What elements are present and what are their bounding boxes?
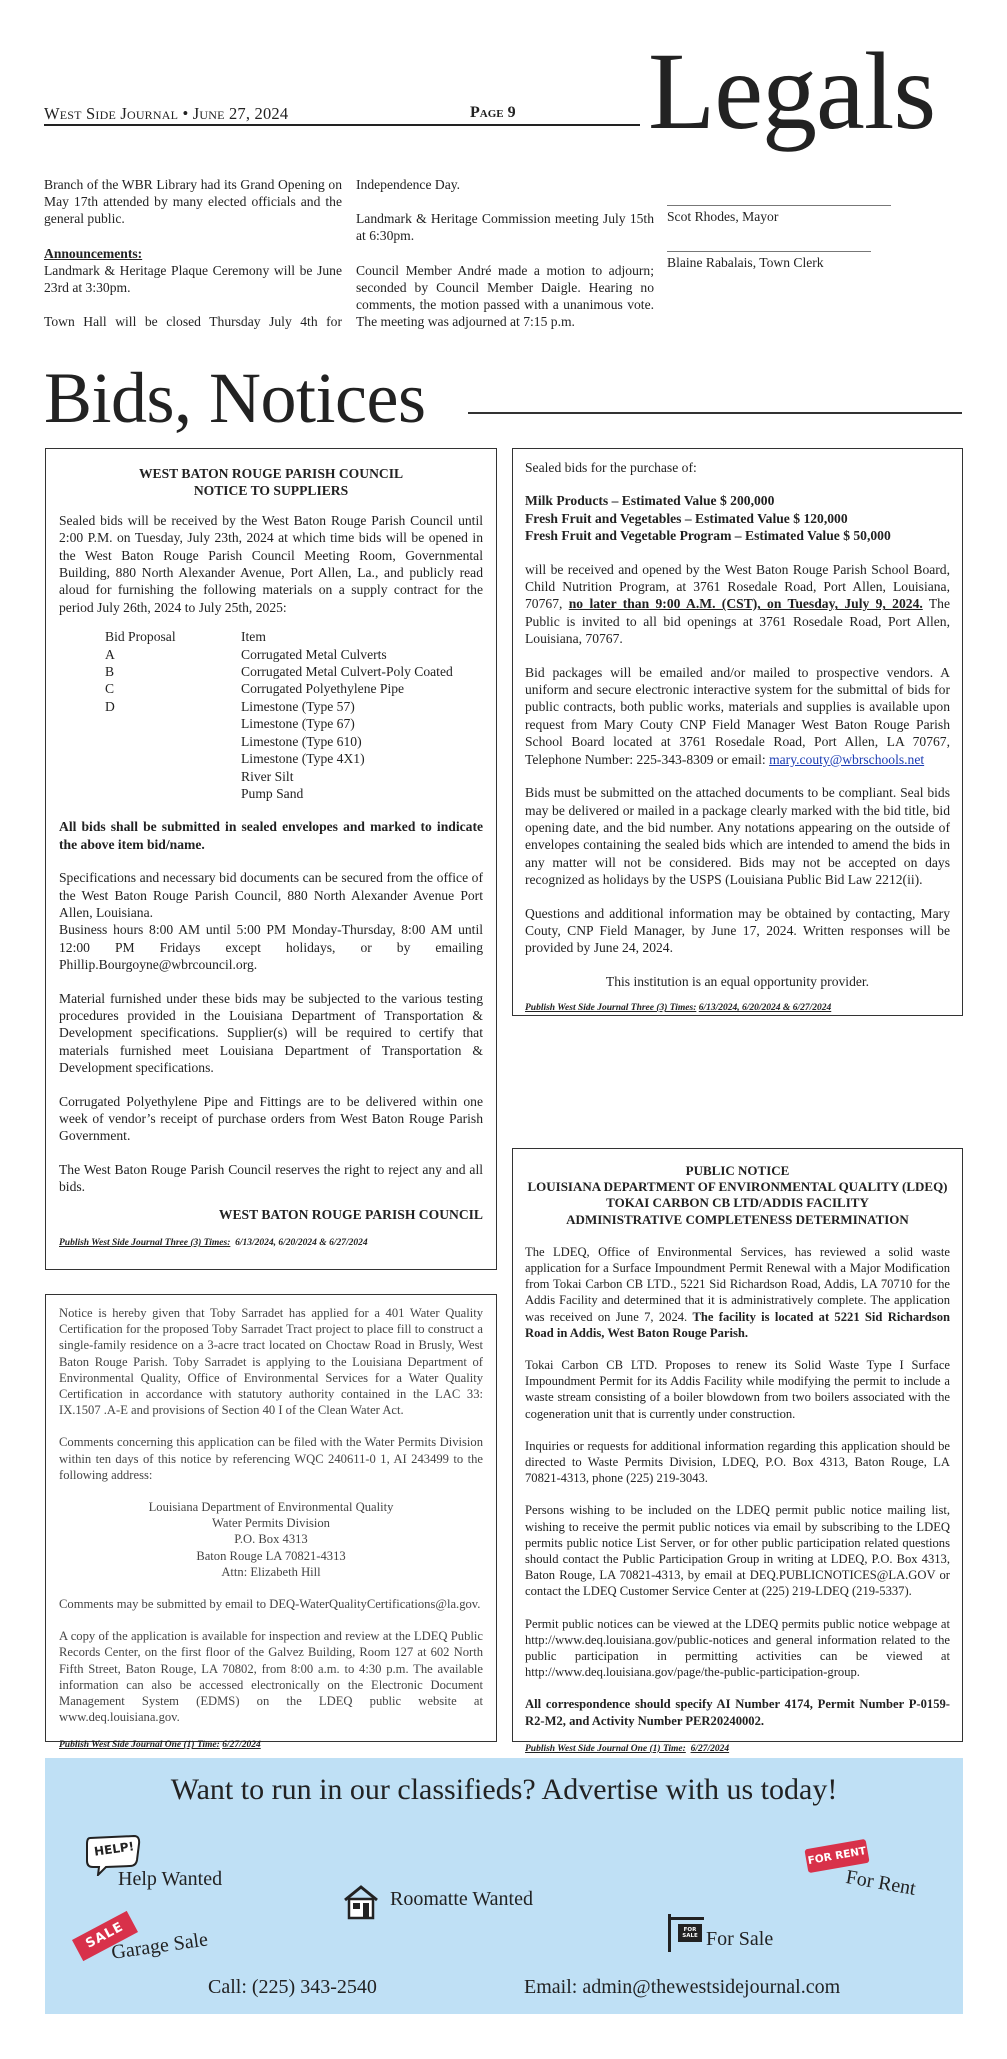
address-line: P.O. Box 4313 xyxy=(234,1532,308,1547)
minutes-column-2 xyxy=(356,176,654,330)
bid-item: Limestone (Type 57) xyxy=(241,698,355,714)
water-paragraph: Comments may be submitted by email to DEQ-WaterQualityCertifications@la.gov. xyxy=(59,1597,481,1612)
bid-code: C xyxy=(105,681,115,697)
page-number: Page 9 xyxy=(470,104,516,121)
ldeq-title: LOUISIANA DEPARTMENT OF ENVIRONMENTAL QUALITY (LDEQ) xyxy=(527,1179,948,1195)
address-line: Baton Rouge LA 70821-4313 xyxy=(196,1548,346,1563)
garage-sale-label: Garage Sale xyxy=(110,1928,210,1964)
signature-block xyxy=(667,176,967,271)
column-header-proposal: Bid Proposal xyxy=(105,629,176,645)
publish-dates: 6/27/2024 xyxy=(690,1743,730,1754)
notice-to-suppliers xyxy=(45,448,497,1270)
bid-code xyxy=(105,750,241,767)
bid-code xyxy=(105,733,241,750)
notice-title: WEST BATON ROUGE PARISH COUNCIL xyxy=(138,466,404,481)
bids-rule xyxy=(468,412,962,414)
bids-paragraph xyxy=(525,664,950,768)
header-rule xyxy=(44,124,640,126)
for-sale-sign-icon xyxy=(664,1912,708,1952)
column-header-item: Item xyxy=(241,629,266,645)
bid-code: A xyxy=(105,646,115,662)
school-board-bids xyxy=(512,448,963,1016)
notice-paragraph: Sealed bids will be received by the West Baton Rouge Parish Council until 2:00 P.M. on Tuesday, July 23th, 2024 at which time bids will be opened in the West Baton Rouge Parish Council Meeting Room, Governmental Building, 880 North Alexander Avenue, Port Allen, La., and publicly read aloud for furnishing the following materials on a supply contract for the period July 26th, 2024 to July 25th, 2025: xyxy=(59,512,483,615)
ldeq-paragraph: Inquiries or requests for additional information regarding this application should be directed to Waste Permits Division, LDEQ, P.O. Box 4313, Baton Rouge, LA 70821-4313, phone (225) 219-3043. xyxy=(525,1438,950,1486)
bids-paragraph xyxy=(525,561,950,648)
minutes-text: Council Member André made a motion to adjourn; seconded by Council Member Daigle. Hearing no comments, the motion passed with a unanimous vote. The meeting was adjourned at 7:15 p.m. xyxy=(356,262,654,330)
bid-line: Fresh Fruit and Vegetables – Estimated Value $ 120,000 xyxy=(525,510,848,526)
bid-line: Milk Products – Estimated Value $ 200,000 xyxy=(525,493,775,509)
publish-note xyxy=(59,1235,483,1252)
mayor-signature: Scot Rhodes, Mayor xyxy=(667,209,779,224)
ldeq-paragraph xyxy=(525,1244,950,1341)
bids-paragraph: Questions and additional information may be obtained by contacting, Mary Couty, CNP Field Manager, by June 17, 2024. Written responses will be provided by June 24, 2024. xyxy=(525,905,950,956)
ad-headline: Want to run in our classifieds? Advertise with us today! xyxy=(170,1773,838,1806)
minutes-text: Landmark & Heritage Commission meeting July 15th at 6:30pm. xyxy=(356,211,654,244)
sale-tag-text: SALE xyxy=(83,1919,127,1952)
notice-paragraph: Specifications and necessary bid documents can be secured from the office of the West Baton Rouge Parish Council, 880 North Alexander Avenue Port Allen, Louisiana. xyxy=(59,870,483,920)
notice-paragraph: Material furnished under these bids may be subjected to the various testing procedures provided in the Louisiana Department of Transportation & Development specifications. Supplier(s) will be required to certify that materials furnished meet Louisiana Department of Transportation & Development specifications. xyxy=(59,990,483,1076)
bid-item: Corrugated Metal Culvert-Poly Coated xyxy=(241,664,453,680)
minutes-text: Landmark & Heritage Plaque Ceremony will be June 23rd at 3:30pm. xyxy=(44,262,342,296)
for-sale-label: For Sale xyxy=(706,1928,774,1950)
mailing-address xyxy=(59,1499,483,1580)
notice-paragraph: Corrugated Polyethylene Pipe and Fittings are to be delivered within one week of vendor’s receipt of purchase orders from West Baton Rouge Parish Government. xyxy=(59,1093,483,1144)
bid-item: Limestone (Type 4X1) xyxy=(241,751,365,767)
bids-text: will be received and opened by the West Baton Rouge Parish School Board, Child Nutrition Program, at 3761 Rosedale Road, Port Allen, Louisiana, 70767, xyxy=(525,561,950,612)
ldeq-paragraph: Tokai Carbon CB LTD. Proposes to renew its Solid Waste Type I Surface Impoundment Permit for its Addis Facility while modifying the permit to include a waste stream consisting of a boiler blowdown from two boilers associated with the cogeneration unit that is currently under construction. xyxy=(525,1358,950,1421)
ldeq-title: TOKAI CARBON CB LTD/ADDIS FACILITY xyxy=(606,1195,869,1211)
publish-label: Publish West Side Journal Three (3) Times: xyxy=(525,1003,697,1014)
contact-email-link[interactable]: mary.couty@wbrschools.net xyxy=(769,751,925,767)
water-paragraph: A copy of the application is available for inspection and review at the LDEQ Public Records Center, on the first floor of the Galvez Building, Room 127 at 602 North Fifth Street, Baton Rouge, LA 70802, from 8:00 a.m. to 4:30 p.m. The available information can also be accessed electronically on the Electronic Document Management System (EDMS) on the LDEQ public website at www.deq.louisiana.gov. xyxy=(59,1629,483,1725)
publish-label: Publish West Side Journal One (1) Time: xyxy=(525,1743,686,1754)
for-rent-label: For Rent xyxy=(844,1866,918,1900)
help-wanted-label: Help Wanted xyxy=(118,1868,223,1890)
ad-phone: Call: (225) 343-2540 xyxy=(208,1976,377,1998)
ldeq-paragraph: All correspondence should specify AI Number 4174, Permit Number P-0159-R2-M2, and Activity Number PER20240002. xyxy=(525,1697,950,1728)
publish-dates: 6/13/2024, 6/20/2024 & 6/27/2024 xyxy=(698,1003,832,1014)
publish-dates: 6/13/2024, 6/20/2024 & 6/27/2024 xyxy=(235,1238,368,1249)
bid-code xyxy=(105,768,241,785)
house-icon xyxy=(342,1884,380,1925)
bid-line: Fresh Fruit and Vegetable Program – Estimated Value $ 50,000 xyxy=(525,528,891,544)
publish-note xyxy=(525,1741,950,1757)
bid-code: B xyxy=(105,664,115,680)
bid-item: Limestone (Type 610) xyxy=(241,733,362,749)
bid-item: Pump Sand xyxy=(241,785,304,801)
address-line: Attn: Elizabeth Hill xyxy=(221,1564,321,1579)
for-sale-sign-text: FOR SALE xyxy=(682,1927,698,1939)
water-quality-notice xyxy=(45,1294,497,1751)
publish-label: Publish West Side Journal Three (3) Times: xyxy=(59,1238,231,1249)
water-paragraph: Comments concerning this application can be filed with the Water Permits Division within ten days of this notice by referencing WQC 240611-0 1, AI 243499 to the following address: xyxy=(59,1435,483,1482)
publish-note xyxy=(525,1000,950,1017)
ad-email[interactable]: Email: admin@thewestsidejournal.com xyxy=(524,1976,841,1998)
ldeq-paragraph: Permit public notices can be viewed at the LDEQ permits public notice webpage at http://www.deq.louisiana.gov/public-notices and general information related to the public participation in permitting activities can be viewed at http://www.deq.louisiana.gov/page/the-public-participation-group. xyxy=(525,1616,950,1680)
bid-item: River Silt xyxy=(241,768,294,784)
water-paragraph: Notice is hereby given that Toby Sarradet has applied for a 401 Water Quality Certification for the proposed Toby Sarradet Tract project to place fill to construct a single-family residence on a 3-acre tract located on Choctaw Road in Brusly, West Baton Rouge Parish. Toby Sarradet is applying to the Louisiana Department of Environmental Quality, Office of Environmental Services for a Water Quality Certification in accordance with statutory authority contained in the LAC 33: IX.1507 .A-E and provisions of Section 40 I of the Clean Water Act. xyxy=(59,1306,483,1418)
ldeq-location: The facility is located at 5221 Sid Richardson Road in Addis, West Baton Rouge Parish. xyxy=(525,1309,951,1340)
bids-text: The Public is invited to all bid openings at 3761 Rosedale Road, Port Allen, Louisiana, 70767. xyxy=(525,596,951,647)
minutes-text: Town Hall will be closed Thursday July 4th for xyxy=(44,314,342,330)
help-bubble-text: HELP! xyxy=(93,1839,135,1859)
notice-paragraph: The West Baton Rouge Parish Council reserves the right to reject any and all bids. xyxy=(59,1161,483,1195)
equal-opportunity: This institution is an equal opportunity provider. xyxy=(605,973,870,989)
bids-deadline: no later than 9:00 A.M. (CST), on Tuesday, July 9, 2024. xyxy=(568,596,923,612)
notice-paragraph: All bids shall be submitted in sealed envelopes and marked to indicate the above item bid/name. xyxy=(59,819,483,852)
ldeq-public-notice xyxy=(512,1148,963,1754)
publish-note xyxy=(59,1737,483,1753)
minutes-text: Branch of the WBR Library had its Grand Opening on May 17th attended by many elected officials and the general public. xyxy=(44,177,342,227)
bid-items-table xyxy=(105,628,483,802)
roommate-wanted-label: Roomatte Wanted xyxy=(390,1888,533,1910)
notice-subtitle: NOTICE TO SUPPLIERS xyxy=(193,483,349,499)
ldeq-paragraph: Persons wishing to be included on the LDEQ permit public notice mailing list, wishing to receive the permit public notices via email by subscribing to the LDEQ permits public notice List Server, or for other public participation related questions should contact the Public Participation Group in writing at LDEQ, P.O. Box 4313, Baton Rouge, LA 70821-4313, by email at DEQ.PUBLICNOTICES@LA.GOV or contact the LDEQ Customer Service Center at (225) 219-LDEQ (219-5337). xyxy=(525,1503,950,1599)
publication-line: West Side Journal • June 27, 2024 xyxy=(44,104,289,123)
for-rent-tag-text: FOR RENT xyxy=(806,1844,868,1868)
ldeq-title: ADMINISTRATIVE COMPLETENESS DETERMINATION xyxy=(566,1211,909,1227)
ldeq-text: The LDEQ, Office of Environmental Services, has reviewed a solid waste application for a Surface Impoundment Permit Renewal with a Major Modification from Tokai Carbon CB LTD., 5221 Sid Richardson Road, Addis, LA 70710 for the Addis Facility and determined that it is administratively complete. The application was received on June 7, 2024. xyxy=(525,1244,950,1324)
notice-paragraph: Business hours 8:00 AM until 5:00 PM Monday-Thursday, 8:00 AM until 12:00 PM Fridays except holidays, or by emailing Phillip.Bourgoyne@wbrcouncil.org. xyxy=(59,922,483,973)
section-title: Legals xyxy=(648,30,936,152)
minutes-text: Independence Day. xyxy=(356,177,461,192)
address-line: Water Permits Division xyxy=(212,1516,330,1531)
ldeq-title: PUBLIC NOTICE xyxy=(685,1163,790,1178)
publish-dates: 6/27/2024 xyxy=(222,1740,261,1751)
bids-paragraph: Bids must be submitted on the attached documents to be compliant. Seal bids may be delivered or mailed in a package clearly marked with the bid title, bid opening date, and the bid number. Any notations appearing on the outside of envelopes containing the sealed bids which are intended to amend the bids in any matter will not be considered. Bids may not be accepted on days recognized as holidays by the USPS (Louisiana Public Bid Law 2212(ii). xyxy=(525,785,950,888)
clerk-signature: Blaine Rabalais, Town Clerk xyxy=(667,255,824,271)
address-line: Louisiana Department of Environmental Quality xyxy=(148,1500,394,1515)
signature-line xyxy=(667,251,871,252)
bid-code xyxy=(105,785,241,802)
bid-item: Limestone (Type 67) xyxy=(241,716,355,732)
bids-text: Bid packages will be emailed and/or mailed to prospective vendors. A uniform and secure electronic interactive system for the submittal of bids for public contracts, both public works, materials and supplies is available upon request from Mary Couty CNP Field Manager West Baton Rouge Parish School Board located at 3761 Rosedale Road, Port Allen, LA 70767, Telephone Number: 225-343-8309 or email: xyxy=(525,664,950,767)
publish-label: Publish West Side Journal One (1) Time: xyxy=(59,1740,220,1751)
notice-signature: WEST BATON ROUGE PARISH COUNCIL xyxy=(218,1206,483,1222)
bid-item: Corrugated Polyethylene Pipe xyxy=(241,681,405,697)
bid-code: D xyxy=(105,698,115,714)
bids-intro: Sealed bids for the purchase of: xyxy=(525,460,697,475)
bid-item: Corrugated Metal Culverts xyxy=(241,646,387,662)
signature-line xyxy=(667,205,891,206)
bid-code xyxy=(105,715,241,732)
minutes-column-1 xyxy=(44,176,342,330)
announcements-heading: Announcements: xyxy=(44,245,143,261)
bids-notices-title: Bids, Notices xyxy=(44,358,426,438)
